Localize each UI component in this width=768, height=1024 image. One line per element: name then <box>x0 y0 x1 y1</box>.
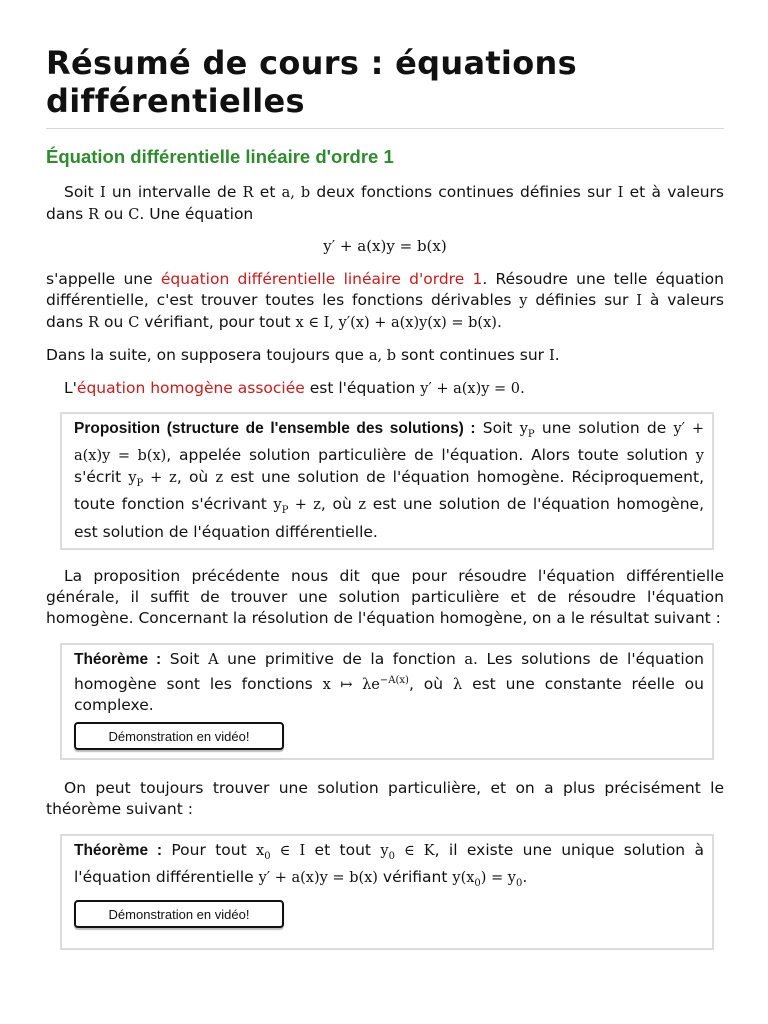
text: Soit <box>475 419 520 437</box>
theorem-lead: Théorème : <box>74 841 162 859</box>
math-exponent: −A(x) <box>379 674 409 686</box>
theorem-text <box>74 649 704 715</box>
math-subscript: 0 <box>388 850 395 862</box>
math-I: I <box>636 293 642 309</box>
math-ab: a, b <box>281 185 311 201</box>
text: . <box>522 867 528 886</box>
math-symbol: y <box>273 497 282 514</box>
text: et <box>253 183 282 201</box>
text: est une constante réelle ou complexe. <box>74 674 704 714</box>
text: s'écrit <box>74 467 129 486</box>
math-z: z <box>215 469 224 486</box>
text: . Une équation <box>139 205 254 223</box>
math-R: R <box>242 185 254 201</box>
video-demo-button[interactable]: Démonstration en vidéo! <box>74 722 284 750</box>
math-equation: y′ + a(x)y = b(x) <box>258 869 378 886</box>
math-C: C <box>128 207 140 223</box>
title-divider <box>46 128 724 129</box>
text: et tout <box>305 840 381 859</box>
theorem-lead: Théorème : <box>74 651 162 669</box>
math-a: a <box>464 652 474 669</box>
main-equation: y′ + a(x)y = b(x) <box>323 237 447 255</box>
math-subscript: 0 <box>474 877 481 889</box>
transition-paragraph: La proposition précédente nous dit que pour résoudre l'équation différentielle générale, il suffit de trouver une solution particulière et de résoudre l'équation homogène. Concernant la résolution de l'équation homogène, on a le résultat suivant : <box>46 567 724 628</box>
text: un intervalle de <box>105 183 243 201</box>
text: vérifiant, pour tout <box>139 313 296 331</box>
math-solution <box>322 674 409 693</box>
homogeneous-paragraph <box>46 378 724 400</box>
text: , où <box>320 495 359 514</box>
text: . <box>496 313 502 331</box>
math-y0 <box>380 842 435 862</box>
math-symbol: x ↦ λe <box>322 676 380 693</box>
math-lambda: λ <box>452 676 463 693</box>
text: L' <box>64 379 77 397</box>
math-subscript: P <box>136 477 144 489</box>
page-title: Résumé de cours : équations différentielles <box>46 44 577 120</box>
text: , où <box>408 674 453 693</box>
text: Pour tout <box>162 840 257 859</box>
math-A: A <box>208 652 219 669</box>
math-symbol: ) = y <box>480 869 516 886</box>
intro-paragraph <box>46 182 724 226</box>
theorem-box-cauchy <box>60 834 714 951</box>
text: s'appelle une <box>46 270 161 288</box>
video-demo-button[interactable]: Démonstration en vidéo! <box>74 900 284 928</box>
theorem-text <box>74 840 704 895</box>
math-initial-condition <box>452 869 523 889</box>
definition-paragraph <box>46 269 724 334</box>
math-symbol: y <box>128 469 137 486</box>
math-z: z <box>358 497 367 514</box>
math-equation: y′ + a(x)y = 0 <box>420 381 521 397</box>
particular-solution-paragraph: On peut toujours trouver une solution particulière, et on a plus précisément le théorème suivant : <box>46 778 724 818</box>
proposition-box <box>60 412 714 550</box>
math-subscript: P <box>281 505 289 517</box>
text: est une solution de l'équation homogène. Réciproquement, toute fonction s'écrivant <box>74 467 705 514</box>
text: vérifiant <box>377 867 453 886</box>
text: . <box>554 346 560 364</box>
math-R: R <box>88 207 100 223</box>
text: à valeurs dans <box>46 291 724 331</box>
math-subscript: 0 <box>264 850 271 862</box>
text: . <box>520 379 525 397</box>
text: deux fonctions continues définies sur <box>310 183 618 201</box>
math-R: R <box>88 315 100 331</box>
math-subscript: 0 <box>516 877 523 889</box>
text: , appelée solution particulière de l'équation. Alors toute solution <box>166 446 696 465</box>
math-symbol: y(x <box>452 869 475 886</box>
text: une primitive de la fonction <box>218 650 465 669</box>
math-symbol: y <box>380 842 389 859</box>
text: ou <box>99 205 129 223</box>
text: . Les solutions de l'équation homogène sont les fonctions <box>74 650 704 693</box>
math-symbol: + z <box>288 497 321 514</box>
math-ab: a, b <box>368 348 397 364</box>
assumption-paragraph <box>46 345 724 367</box>
math-x0 <box>256 842 306 862</box>
math-sum <box>128 469 177 489</box>
math-symbol: y <box>519 421 528 437</box>
proposition-text <box>74 418 704 542</box>
text: , il existe une unique solution à l'équation différentielle <box>74 840 704 886</box>
text: Soit <box>161 650 209 669</box>
math-I: I <box>548 348 555 364</box>
section-heading: Équation différentielle linéaire d'ordre 1 <box>46 146 394 167</box>
math-C: C <box>128 315 140 331</box>
math-symbol: ∈ I <box>270 842 306 859</box>
math-yP <box>519 421 535 440</box>
text: , où <box>176 467 216 486</box>
text: et à valeurs dans <box>46 183 725 223</box>
text: est l'équation <box>304 379 421 397</box>
math-I: I <box>617 185 624 201</box>
proposition-lead: Proposition (structure de l'ensemble des solutions) : <box>74 420 476 437</box>
text: définies sur <box>527 291 637 309</box>
math-equation: y′ + a(x)y = b(x) <box>74 421 705 465</box>
text: sont continues sur <box>396 346 549 364</box>
math-symbol: ∈ K <box>394 842 435 859</box>
text: . Résoudre une telle équation différentielle, c'est trouver toutes les fonctions dérivables <box>46 270 724 309</box>
text: Dans la suite, on supposera toujours que <box>46 346 369 364</box>
math-symbol: + z <box>143 469 177 486</box>
text: ou <box>99 313 129 331</box>
math-y: y <box>695 448 704 465</box>
math-condition: x ∈ I, y′(x) + a(x)y(x) = b(x) <box>295 315 497 331</box>
term-highlight: équation différentielle linéaire d'ordre 1 <box>160 270 483 288</box>
math-I: I <box>99 185 106 201</box>
term-highlight: équation homogène associée <box>76 379 305 397</box>
math-subscript: P <box>527 428 535 440</box>
text: une solution de <box>534 419 674 437</box>
math-y: y <box>519 293 528 309</box>
math-symbol: x <box>256 842 265 859</box>
text: Soit <box>64 183 100 201</box>
text: est une solution de l'équation homogène, est solution de l'équation différentielle. <box>74 495 705 541</box>
math-sum <box>273 497 321 517</box>
theorem-box-homogeneous <box>60 643 714 759</box>
